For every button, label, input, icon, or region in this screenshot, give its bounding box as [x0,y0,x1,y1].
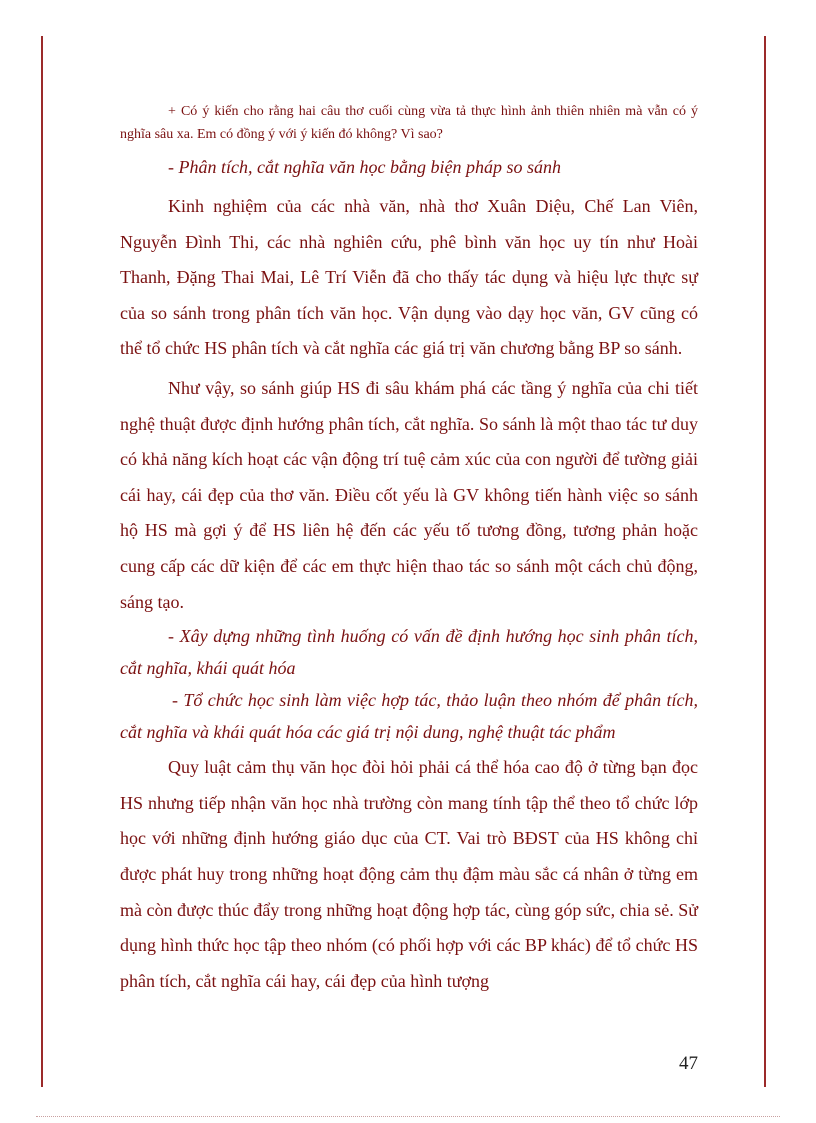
paragraph-experience: Kinh nghiệm của các nhà văn, nhà thơ Xuân Diệu, Chế Lan Viên, Nguyễn Đình Thi, các nhà nghiên cứu, phê bình văn học uy tín như Hoài Thanh, Đặng Thai Mai, Lê Trí Viễn đã cho thấy tác dụng và hiệu lực thực sự của so sánh trong phân tích văn học. Vận dụng vào dạy học văn, GV cũng có thể tổ chức HS phân tích và cắt nghĩa các giá trị văn chương bằng BP so sánh. [120,196,698,359]
page-border-right [764,36,766,1087]
page-number: 47 [679,1053,698,1074]
page-border-left [41,36,43,1087]
question-block [120,100,698,146]
item-group-work: - Tổ chức học sinh làm việc hợp tác, thảo luận theo nhóm để phân tích, cắt nghĩa và khái quát hóa các giá trị nội dung, nghệ thuật tác phẩm [120,690,698,743]
page-border-bottom [36,1116,780,1117]
paragraph-reception: Quy luật cảm thụ văn học đòi hỏi phải cá thể hóa cao độ ở từng bạn đọc HS nhưng tiếp nhận văn học nhà trường còn mang tính tập thể theo tổ chức lớp học với những định hướng giáo dục của CT. Vai trò BĐST của HS không chỉ được phát huy trong những hoạt động cảm thụ đậm màu sắc cá nhân ở từng em mà còn được thúc đẩy trong những hoạt động hợp tác, cùng góp sức, chia sẻ. Sử dụng hình thức học tập theo nhóm (có phối hợp với các BP khác) để tổ chức HS phân tích, cắt nghĩa cái hay, cái đẹp của hình tượng [120,757,698,991]
page-content [120,100,698,999]
question-text: + Có ý kiến cho rằng hai câu thơ cuối cùng vừa tả thực hình ảnh thiên nhiên mà vẫn có ý nghĩa sâu xa. Em có đồng ý với ý kiến đó không? Vì sao? [120,104,698,142]
item-problem-situations: - Xây dựng những tình huống có vấn đề định hướng học sinh phân tích, cắt nghĩa, khái quát hóa [120,626,698,679]
item-comparison: - Phân tích, cắt nghĩa văn học bằng biện pháp so sánh [168,157,561,177]
paragraph-comparison: Như vậy, so sánh giúp HS đi sâu khám phá các tầng ý nghĩa của chi tiết nghệ thuật được định hướng phân tích, cắt nghĩa. So sánh là một thao tác tư duy có khả năng kích hoạt các vận động trí tuệ cảm xúc của con người để tường giải cái hay, cái đẹp của thơ văn. Điều cốt yếu là GV không tiến hành việc so sánh hộ HS mà gợi ý để HS liên hệ đến các yếu tố tương đồng, tương phản hoặc cung cấp các dữ kiện để các em thực hiện thao tác so sánh một cách chủ động, sáng tạo. [120,377,698,612]
